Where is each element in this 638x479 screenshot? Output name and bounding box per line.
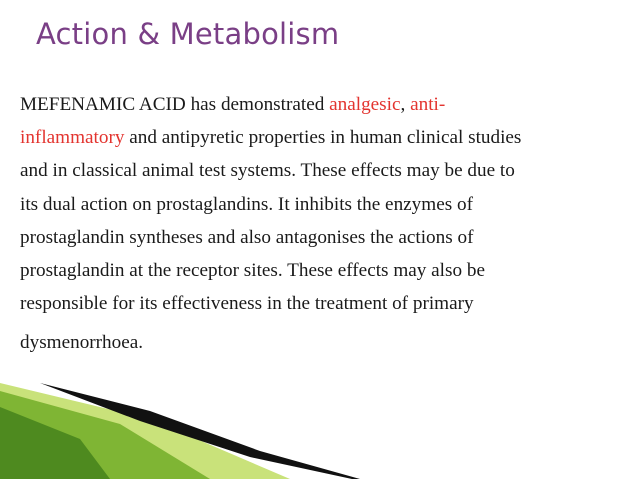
paragraph-line-1 xyxy=(20,93,622,126)
highlight-analgesic: analgesic xyxy=(329,94,401,115)
line-2-text: and antipyretic properties in human clinical studies xyxy=(124,127,522,149)
corner-swoosh-decoration xyxy=(0,369,638,479)
paragraph-line-8: dysmenorrhoea. xyxy=(20,332,144,354)
paragraph-line-3: and in classical animal test systems. These effects may be due to xyxy=(20,160,515,182)
paragraph-line-2 xyxy=(20,126,622,159)
paragraph-line-7: responsible for its effectiveness in the treatment of primary xyxy=(20,293,474,315)
line-1-text-a: MEFENAMIC ACID has demonstrated xyxy=(20,94,330,115)
slide-title: Action & Metabolism xyxy=(36,17,340,51)
highlight-anti: anti- xyxy=(410,94,446,115)
paragraph-line-4: its dual action on prostaglandins. It inhibits the enzymes of xyxy=(20,193,473,215)
highlight-inflammatory: inflammatory xyxy=(20,127,125,149)
paragraph-line-5: prostaglandin syntheses and also antagonises the actions of xyxy=(20,226,474,248)
paragraph-line-6: prostaglandin at the receptor sites. These effects may also be xyxy=(20,259,485,281)
line-1-text-b: , xyxy=(400,94,411,115)
body-paragraph xyxy=(20,93,622,365)
